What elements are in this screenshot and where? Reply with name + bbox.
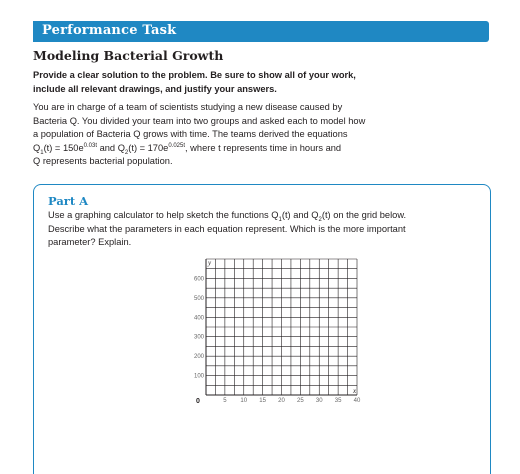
x-axis-variable: x	[353, 387, 357, 395]
origin-label: 0	[196, 398, 200, 405]
x-tick-label: 25	[297, 398, 304, 404]
y-tick-label: 100	[193, 373, 204, 380]
part-a-title: Part A	[48, 194, 89, 208]
instructions-line: include all relevant drawings, and justify your answers.	[33, 84, 277, 94]
part-a-line: Describe what the parameters in each equation represent. Which is the more important	[48, 223, 406, 234]
intro-paragraph	[33, 101, 463, 169]
coordinate-grid[interactable]	[182, 257, 362, 405]
x-tick-label: 35	[334, 398, 342, 404]
intro-line: Bacteria Q. You divided your team into two groups and asked each to model how	[33, 115, 366, 126]
part-a-line: parameter? Explain.	[48, 237, 132, 247]
part-a-panel	[33, 184, 491, 474]
page-title: Modeling Bacterial Growth	[33, 48, 224, 63]
part-a-prompt	[48, 209, 468, 250]
y-tick-label: 600	[193, 276, 204, 283]
banner-label: Performance Task	[42, 23, 177, 38]
x-tick-label: 20	[278, 398, 285, 404]
intro-line: You are in charge of a team of scientists studying a new disease caused by	[33, 102, 343, 112]
intro-line: a population of Bacteria Q grows with time. The teams derived the equations	[33, 129, 348, 139]
x-tick-label: 10	[240, 398, 248, 404]
y-tick-label: 400	[193, 315, 204, 322]
x-tick-label: 30	[315, 398, 323, 404]
y-axis-variable: y	[208, 259, 212, 267]
instructions-line: Provide a clear solution to the problem. Be sure to show all of your work,	[33, 70, 356, 80]
part-a-line: Use a graphing calculator to help sketch the functions $Q_1(t)$ and $Q_2(t)$ on the grid below.	[48, 210, 407, 223]
x-tick-label: 5	[223, 398, 227, 404]
intro-equations-line: $Q_1(t) = 150e^{0.03t}$ and $Q_2(t) = 170e^{0.025t}$, where t represents time in hours and	[33, 142, 342, 156]
section-banner	[33, 21, 489, 42]
instructions	[33, 68, 453, 96]
y-tick-label: 500	[193, 295, 204, 302]
intro-line: Q represents bacterial population.	[33, 156, 173, 166]
x-tick-label: 40	[353, 398, 361, 404]
y-tick-label: 200	[193, 354, 204, 361]
x-tick-label: 15	[259, 398, 266, 404]
y-tick-label: 300	[193, 334, 204, 341]
